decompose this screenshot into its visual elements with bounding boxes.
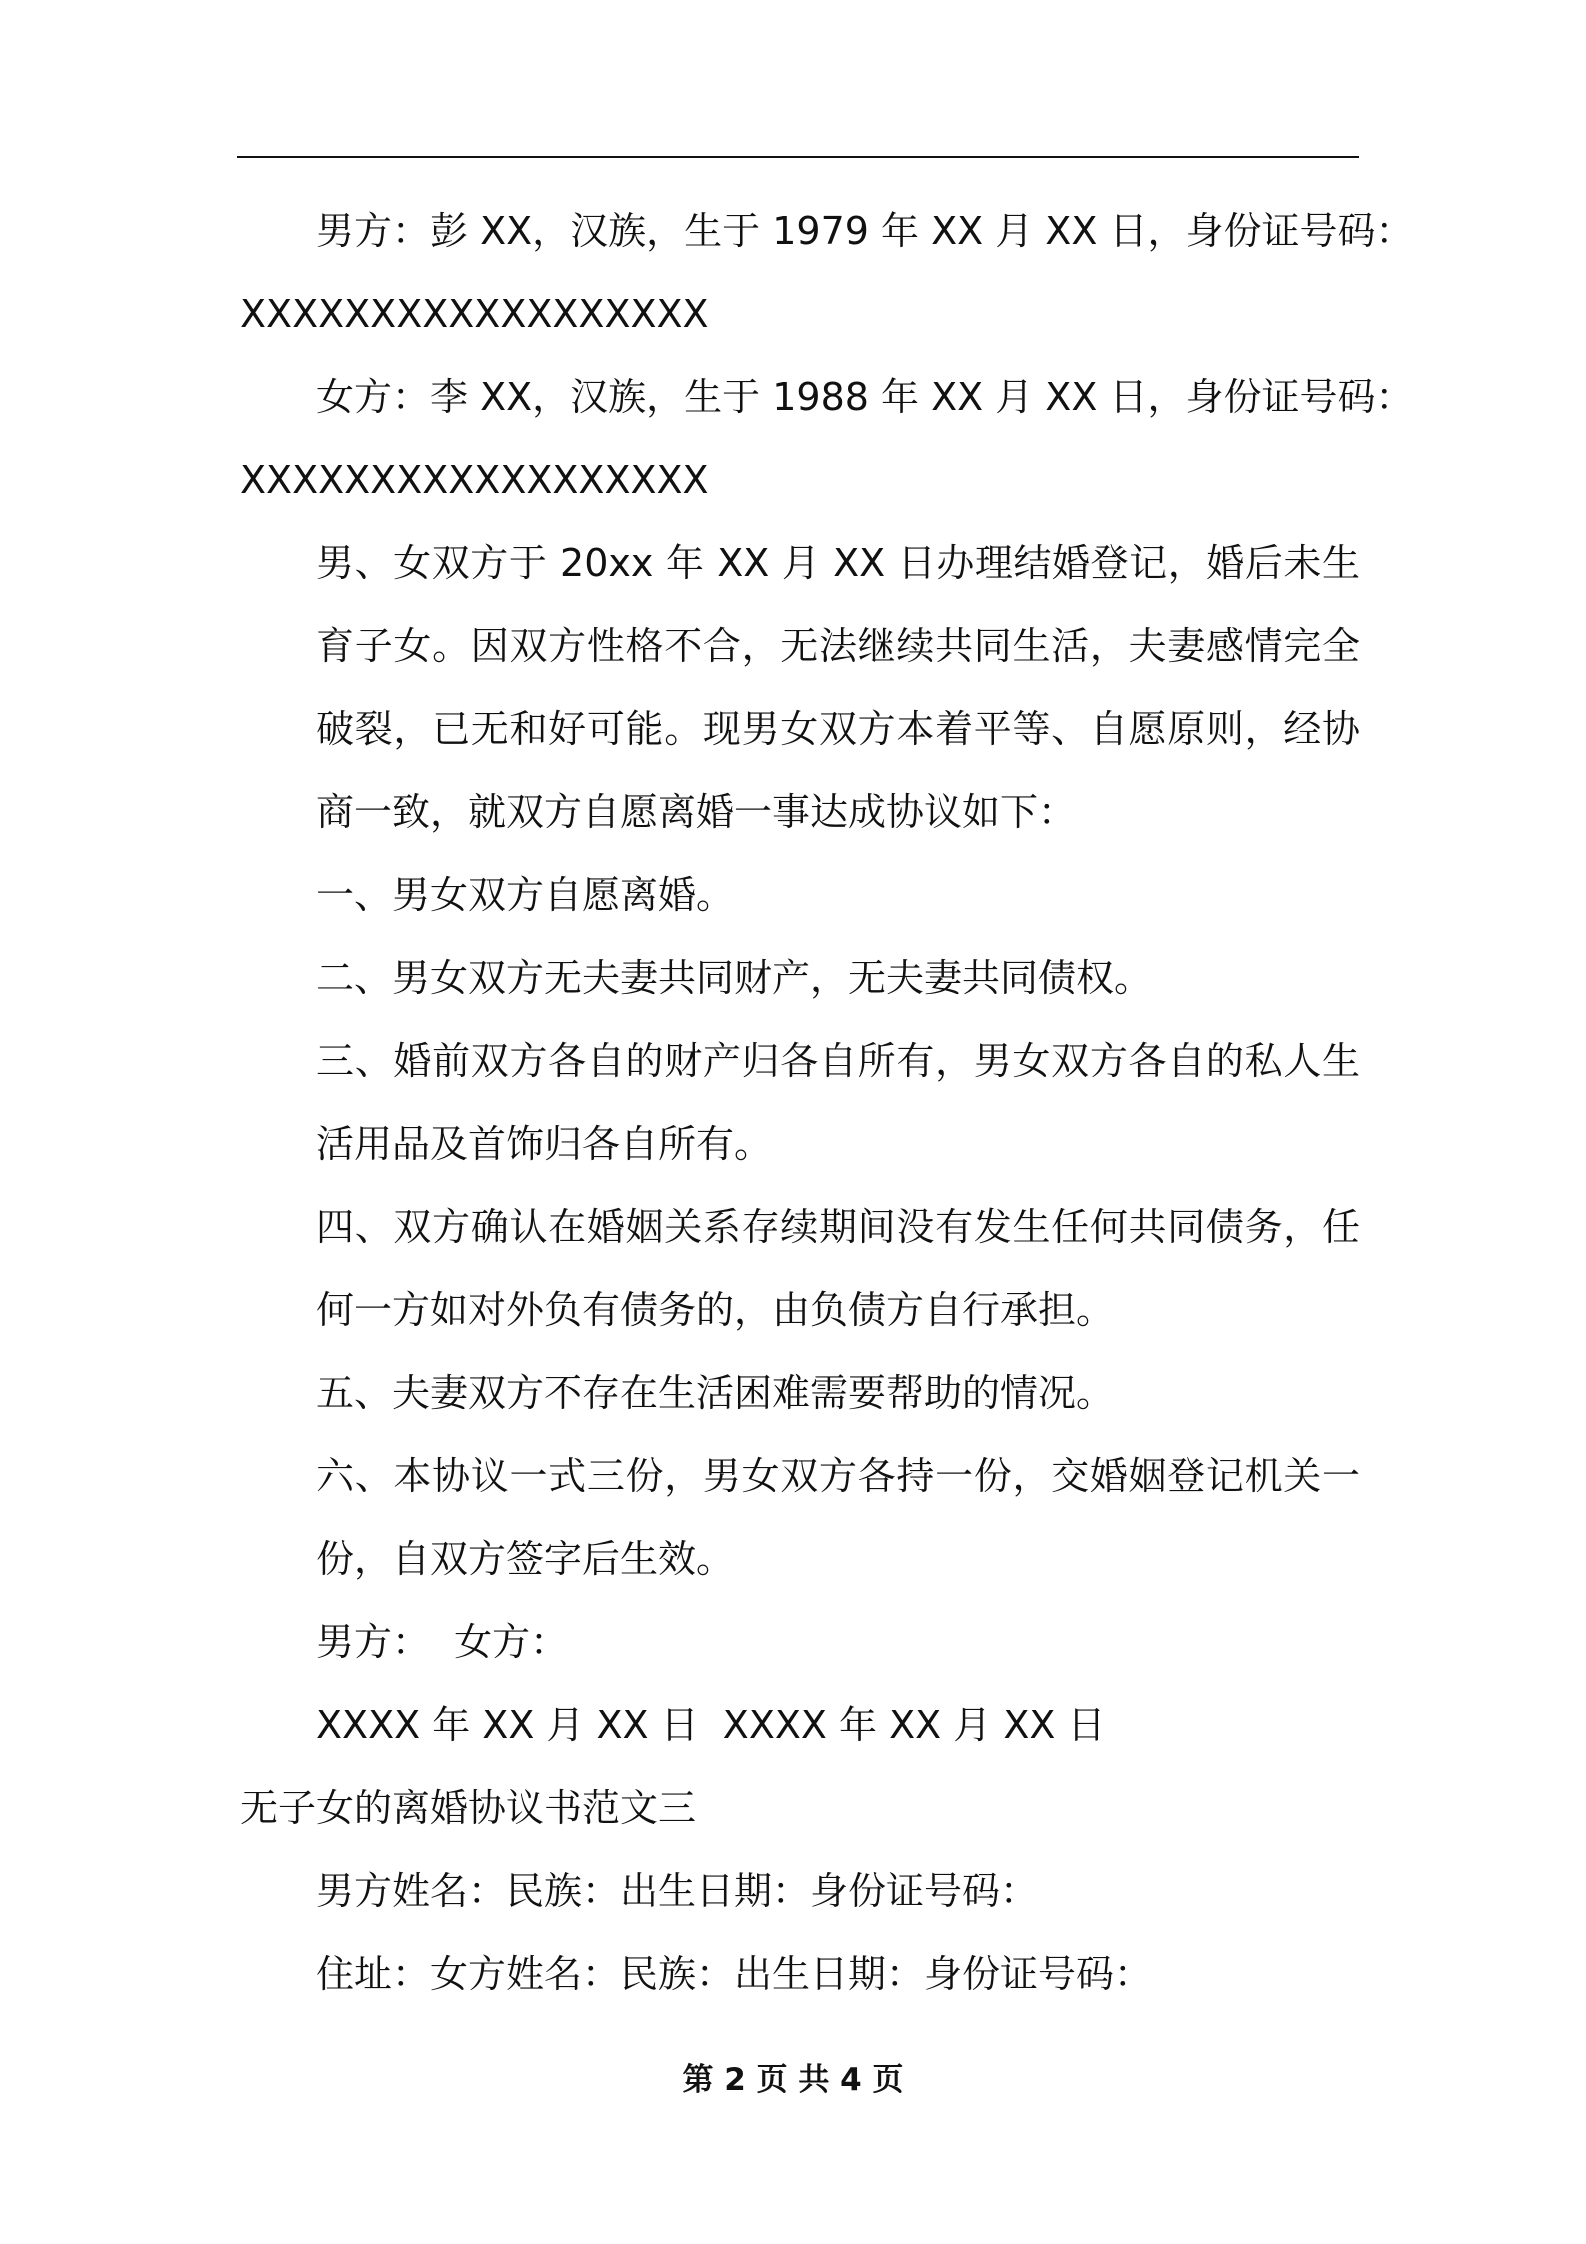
clause-1: 一、男女双方自愿离婚。 <box>316 873 735 917</box>
clause-5: 五、夫妻双方不存在生活困难需要帮助的情况。 <box>316 1371 1115 1415</box>
male-party-line: 男方：彭 XX，汉族，生于 1979 年 XX 月 XX 日，身份证号码： <box>316 209 1414 253</box>
clause-6: 六、本协议一式三份，男女双方各持一份，交婚姻登记机关一份，自双方签字后生效。 <box>316 1454 1360 1581</box>
female-id-number: XXXXXXXXXXXXXXXXXX <box>240 458 709 502</box>
form-line-male: 男方姓名：民族：出生日期：身份证号码： <box>316 1869 1039 1913</box>
female-party-line: 女方：李 XX，汉族，生于 1988 年 XX 月 XX 日，身份证号码： <box>316 375 1414 419</box>
document-body <box>240 190 1414 2016</box>
clause-2: 二、男女双方无夫妻共同财产，无夫妻共同债权。 <box>316 956 1153 1000</box>
signature-line: 男方： 女方： <box>316 1620 569 1664</box>
header-divider <box>237 156 1359 158</box>
clause-4: 四、双方确认在婚姻关系存续期间没有发生任何共同债务，任何一方如对外负有债务的，由负债方自行承担。 <box>316 1205 1360 1332</box>
form-line-female: 住址：女方姓名：民族：出生日期：身份证号码： <box>316 1952 1153 1996</box>
page-number: 第 2 页 共 4 页 <box>682 2062 904 2098</box>
agreement-intro-paragraph: 男、女双方于 20xx 年 XX 月 XX 日办理结婚登记，婚后未生育子女。因双方性格不合，无法继续共同生活，夫妻感情完全破裂，已无和好可能。现男女双方本着平等、自愿原则，经协商一致，就双方自愿离婚一事达成协议如下： <box>316 541 1360 834</box>
date-line: XXXX 年 XX 月 XX 日 XXXX 年 XX 月 XX 日 <box>316 1703 1106 1747</box>
male-id-number: XXXXXXXXXXXXXXXXXX <box>240 292 709 336</box>
section-title: 无子女的离婚协议书范文三 <box>240 1786 697 1830</box>
clause-3: 三、婚前双方各自的财产归各自所有，男女双方各自的私人生活用品及首饰归各自所有。 <box>316 1039 1360 1166</box>
